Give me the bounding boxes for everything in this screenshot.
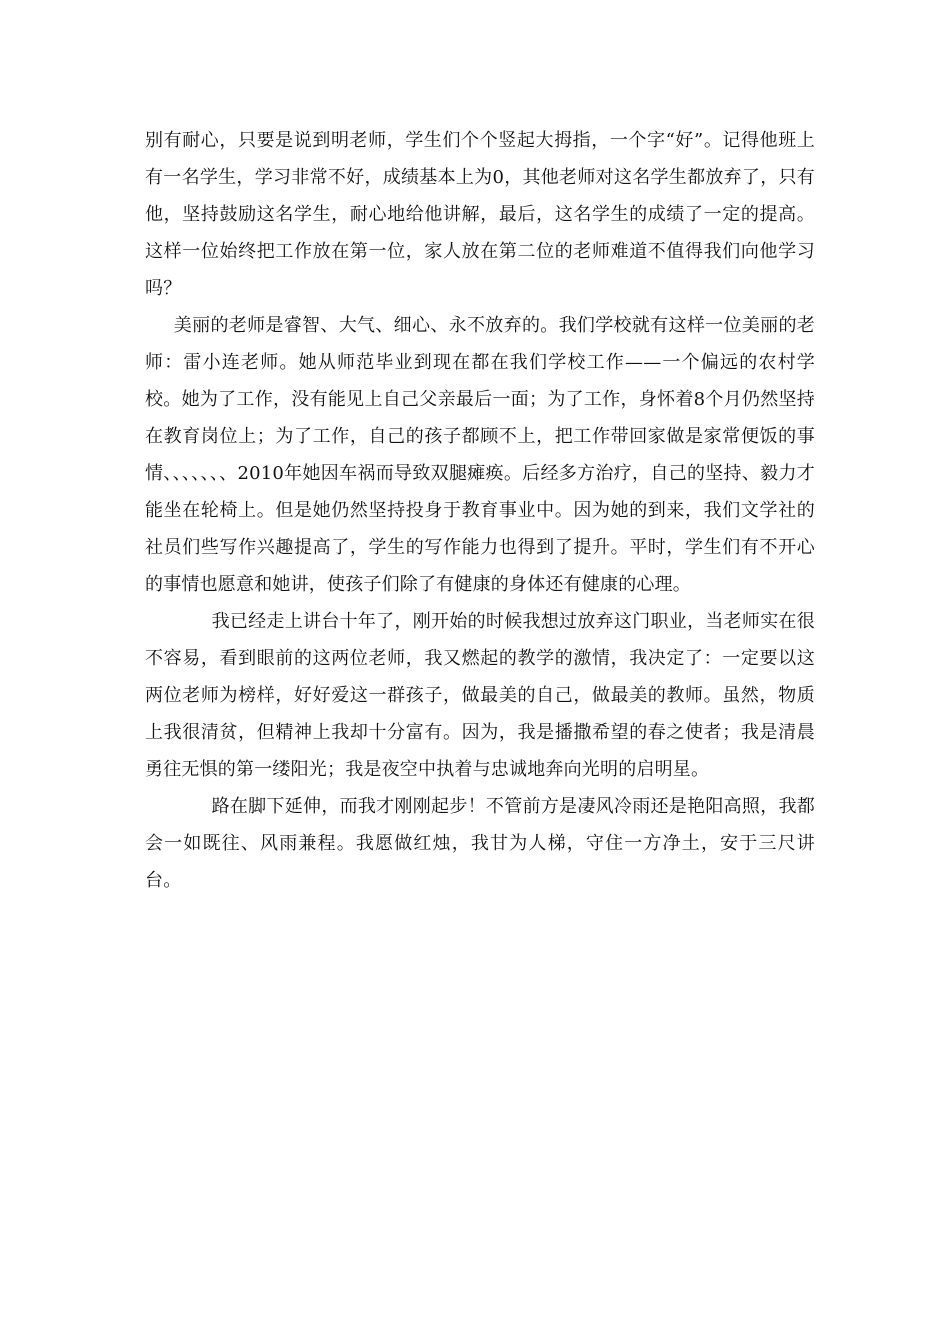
- paragraph-my-decision: 我已经走上讲台十年了，刚开始的时候我想过放弃这门职业，当老师实在很不容易，看到眼前的这两位老师，我又燃起的教学的激情，我决定了：一定要以这两位老师为榜样，好好爱这一群孩子，做最美的自己，做最美的教师。虽然，物质上我很清贫，但精神上我却十分富有。因为，我是播撒希望的春之使者；我是清晨勇往无惧的第一缕阳光；我是夜空中执着与忠诚地奔向光明的启明星。: [145, 611, 815, 780]
- paragraph-teacher-lei: 美丽的老师是睿智、大气、细心、永不放弃的。我们学校就有这样一位美丽的老师：雷小连老师。她从师范毕业到现在都在我们学校工作——一个偏远的农村学校。她为了工作，没有能见上自己父亲最后一面；为了工作，身怀着8个月仍然坚持在教育岗位上；为了工作，自己的孩子都顾不上，把工作带回家做是家常便饭的事情、、、、、、、2010年她因车祸而导致双腿瘫痪。后经多方治疗，自己的坚持、毅力才能坐在轮椅上。但是她仍然坚持投身于教育事业中。因为她的到来，我们文学社的社员们些写作兴趣提高了，学生的写作能力也得到了提升。平时，学生们有不开心的事情也愿意和她讲，使孩子们除了有健康的身体还有健康的心理。: [145, 315, 815, 595]
- paragraph-continuation: 别有耐心，只要是说到明老师，学生们个个竖起大拇指，一个字“好”。记得他班上有一名学生，学习非常不好，成绩基本上为0，其他老师对这名学生都放弃了，只有他，坚持鼓励这名学生，耐心地给他讲解，最后，这名学生的成绩了一定的提高。这样一位始终把工作放在第一位，家人放在第二位的老师难道不值得我们向他学习吗？: [145, 130, 815, 299]
- paragraph-conclusion: 路在脚下延伸，而我才刚刚起步！不管前方是凄风冷雨还是艳阳高照，我都会一如既往、风雨兼程。我愿做红烛，我甘为人梯，守住一方净土，安于三尺讲台。: [145, 796, 815, 891]
- document-body: [145, 122, 815, 899]
